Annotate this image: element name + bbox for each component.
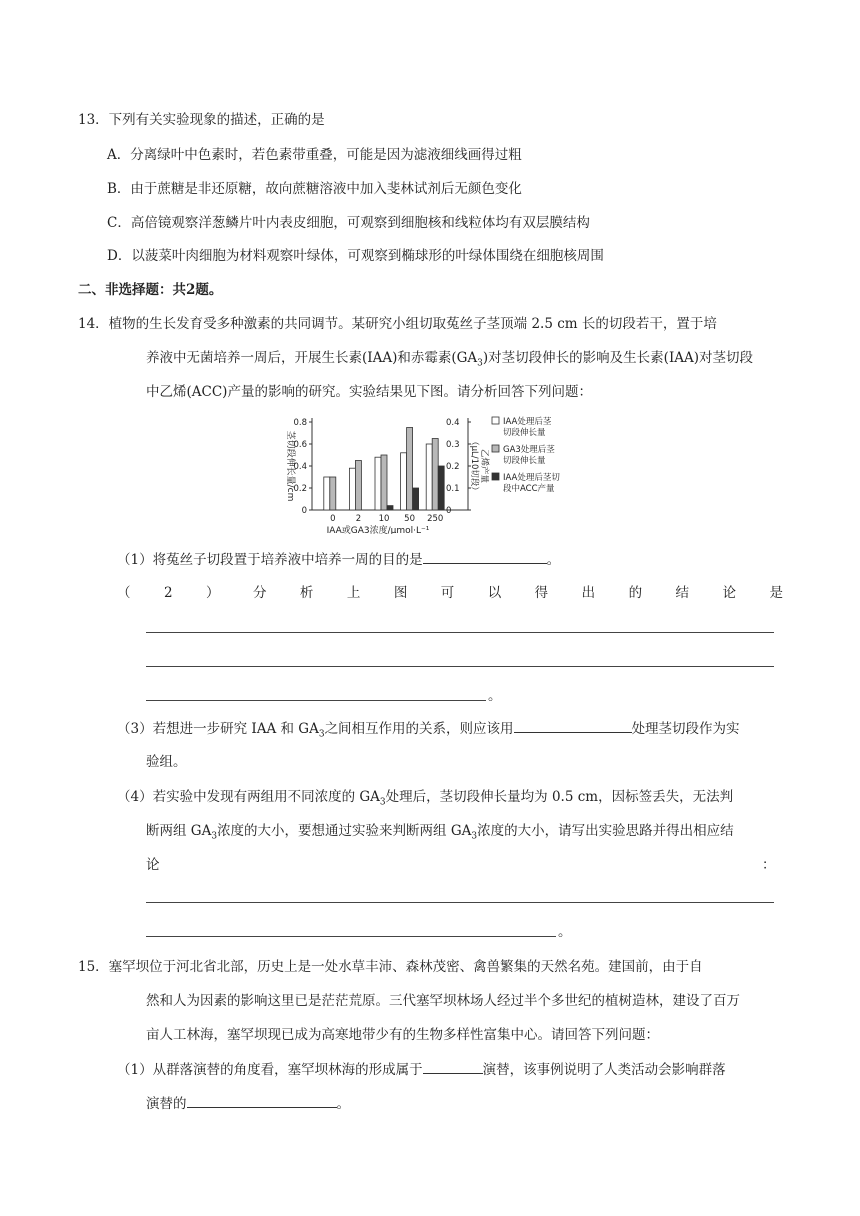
p2-char: 结 <box>675 585 690 601</box>
y-axis-label: 茎切段伸长量/cm <box>285 430 295 502</box>
answer-line[interactable] <box>146 936 556 937</box>
bar-ga3 <box>330 477 336 510</box>
legend-label: GA3处理后茎 <box>503 445 555 455</box>
p2-char: 分 <box>252 585 267 601</box>
q13-option-d: D．以菠菜叶肉细胞为材料观察叶绿体，可观察到椭球形的叶绿体围绕在细胞核周围 <box>107 248 604 264</box>
q14-part4-text: 浓度的大小，请写出实验思路并得出相应结 <box>477 823 734 839</box>
q15-stem-line2: 然和人为因素的影响这里已是茫茫荒原。三代塞罕坝林场人经过半个多世纪的植树造林，建设了百万 <box>146 993 740 1009</box>
q14-stem-line1: 14．植物的生长发育受多种激素的共同调节。某研究小组切取菟丝子茎顶端 2.5 cm 长的切段若干，置于培 <box>78 316 717 332</box>
q14-part3 <box>117 718 740 745</box>
legend-swatch <box>492 473 499 480</box>
q14-part4-text: 断两组 GA <box>146 823 212 839</box>
bar-iaa <box>401 453 407 510</box>
legend-label: IAA处理后茎切 <box>503 473 560 483</box>
p2-char: 析 <box>299 585 314 601</box>
q14-part3-text: 处理茎切段作为实 <box>631 721 740 737</box>
x-tick-label: 2 <box>355 514 362 524</box>
y-tick-label-left: 0.8 <box>293 418 307 428</box>
y2-axis-unit: （μL/10切段） <box>469 437 479 495</box>
y-tick-label-right: 0.2 <box>446 462 460 472</box>
q15-part1-text: 演替，该事例说明了人类活动会影响群落 <box>482 1062 726 1078</box>
q15-part1-line2 <box>146 1093 350 1114</box>
p2-char: 图 <box>393 585 408 601</box>
q14-part4 <box>117 787 733 813</box>
p2-char: 2 <box>163 585 173 601</box>
q15-stem-line1: 15．塞罕坝位于河北省北部，历史上是一处水草丰沛、森林茂密、禽兽繁集的天然名苑。建国前，由于自 <box>78 959 703 975</box>
x-tick-label: 50 <box>404 514 416 524</box>
q15-part1 <box>117 1059 726 1080</box>
q15-part1-text: 演替的 <box>146 1096 187 1112</box>
answer-line[interactable] <box>146 632 774 633</box>
punct: 。 <box>336 1096 350 1112</box>
legend-swatch <box>492 445 499 452</box>
q14-part4-text: 浓度的大小，要想通过实验来判断两组 GA <box>217 823 472 839</box>
y-tick-label-left: 0 <box>301 506 307 516</box>
p2-char: 可 <box>440 585 455 601</box>
answer-blank[interactable] <box>423 549 547 564</box>
bar-iaa <box>324 477 330 510</box>
q13-option-c: C．高倍镜观察洋葱鳞片叶内表皮细胞，可观察到细胞核和线粒体均有双层膜结构 <box>107 215 590 231</box>
bar-acc <box>438 466 444 510</box>
bar-iaa <box>426 444 432 510</box>
subscript: 3 <box>471 831 478 842</box>
q14-part3-cont: 验组。 <box>146 754 187 770</box>
p2-char: 上 <box>346 585 361 601</box>
q15-part1-text: （1）从群落演替的角度看，塞罕坝林海的形成属于 <box>117 1062 423 1078</box>
legend-label: 切段伸长量 <box>503 456 546 466</box>
legend-label: 段中ACC产量 <box>503 484 555 494</box>
legend-label: IAA处理后茎 <box>503 417 552 427</box>
q13-option-a: A．分离绿叶中色素时，若色素带重叠，可能是因为滤液细线画得过粗 <box>107 147 522 163</box>
p2-char: 的 <box>628 585 643 601</box>
q13-option-b: B．由于蔗糖是非还原糖，故向蔗糖溶液中加入斐林试剂后无颜色变化 <box>107 181 522 197</box>
q15-stem-line3: 亩人工林海，塞罕坝现已成为高寒地带少有的生物多样性富集中心。请回答下列问题： <box>146 1027 659 1043</box>
q14-part4-text: 处理后，茎切段伸长量均为 0.5 cm，因标签丢失，无法判 <box>385 789 734 805</box>
subscript: 3 <box>477 358 483 369</box>
q14-part3-text: 之间相互作用的关系，则应该用 <box>324 721 514 737</box>
y2-axis-label: 乙烯产量 <box>479 448 489 484</box>
q14-part4-text: （4）若实验中发现有两组用不同浓度的 GA <box>117 789 380 805</box>
q14-part2-prompt <box>117 583 783 603</box>
bar-ga3 <box>432 439 438 511</box>
punct: 。 <box>488 688 502 704</box>
y-tick-label-right: 0.4 <box>446 418 460 428</box>
x-tick-label: 10 <box>378 514 390 524</box>
y-tick-label-right: 0 <box>446 506 452 516</box>
q14-stem-line3: 中乙烯(ACC)产量的影响的研究。实验结果见下图。请分析回答下列问题： <box>146 384 592 400</box>
y-tick-label-left: 0.6 <box>293 440 307 450</box>
q14-part4-line2 <box>146 821 734 847</box>
bar-acc <box>413 488 419 510</box>
legend-swatch <box>492 417 499 424</box>
q14-part1-text: （1）将菟丝子切段置于培养液中培养一周的目的是 <box>117 552 423 568</box>
section-heading: 二、非选择题：共2题。 <box>78 282 223 298</box>
q13-stem: 13．下列有关实验现象的描述，正确的是 <box>78 112 325 128</box>
p2-char: 出 <box>581 585 596 601</box>
subscript: 3 <box>318 729 325 740</box>
bar-ga3 <box>355 461 361 511</box>
punct: ： <box>762 857 776 873</box>
y-tick-label-left: 0.4 <box>293 462 307 472</box>
p2-char: ） <box>206 585 220 601</box>
p2-char: 得 <box>534 585 549 601</box>
y-tick-label-right: 0.1 <box>446 484 460 494</box>
bar-chart <box>256 410 616 534</box>
answer-blank[interactable] <box>187 1093 337 1108</box>
answer-blank[interactable] <box>423 1059 483 1074</box>
punct: 。 <box>558 924 572 940</box>
y-tick-label-left: 0.2 <box>293 484 307 494</box>
punct: 。 <box>546 552 561 568</box>
q14-stem-text: )对茎切段伸长的影响及生长素(IAA)对茎切段 <box>482 350 754 366</box>
p2-char: 以 <box>487 585 502 601</box>
bar-ga3 <box>407 428 413 511</box>
bar-acc <box>387 506 393 510</box>
q14-part1 <box>117 549 560 570</box>
p2-char: （ <box>117 585 131 601</box>
y-tick-label-right: 0.3 <box>446 440 460 450</box>
q14-stem-text: 养液中无菌培养一周后，开展生长素(IAA)和赤霉素(GA <box>146 350 478 366</box>
p2-char: 是 <box>769 585 783 601</box>
x-tick-label: 0 <box>330 514 336 524</box>
answer-line[interactable] <box>146 700 486 701</box>
bar-iaa <box>375 457 381 510</box>
x-tick-label: 250 <box>427 514 444 524</box>
legend-label: 切段伸长量 <box>503 428 546 438</box>
p2-char: 论 <box>722 585 736 601</box>
q14-part4-text: 论 <box>146 857 160 873</box>
subscript: 3 <box>379 797 386 808</box>
bar-ga3 <box>381 455 387 510</box>
q14-part3-text: （3）若想进一步研究 IAA 和 GA <box>117 721 319 737</box>
subscript: 3 <box>211 831 218 842</box>
bar-iaa <box>349 468 355 510</box>
answer-line[interactable] <box>146 902 774 903</box>
answer-blank[interactable] <box>514 718 632 733</box>
q14-stem-line2 <box>146 348 753 374</box>
x-axis-label: IAA或GA3浓度/μmol·L⁻¹ <box>326 526 430 534</box>
answer-line[interactable] <box>146 666 774 667</box>
